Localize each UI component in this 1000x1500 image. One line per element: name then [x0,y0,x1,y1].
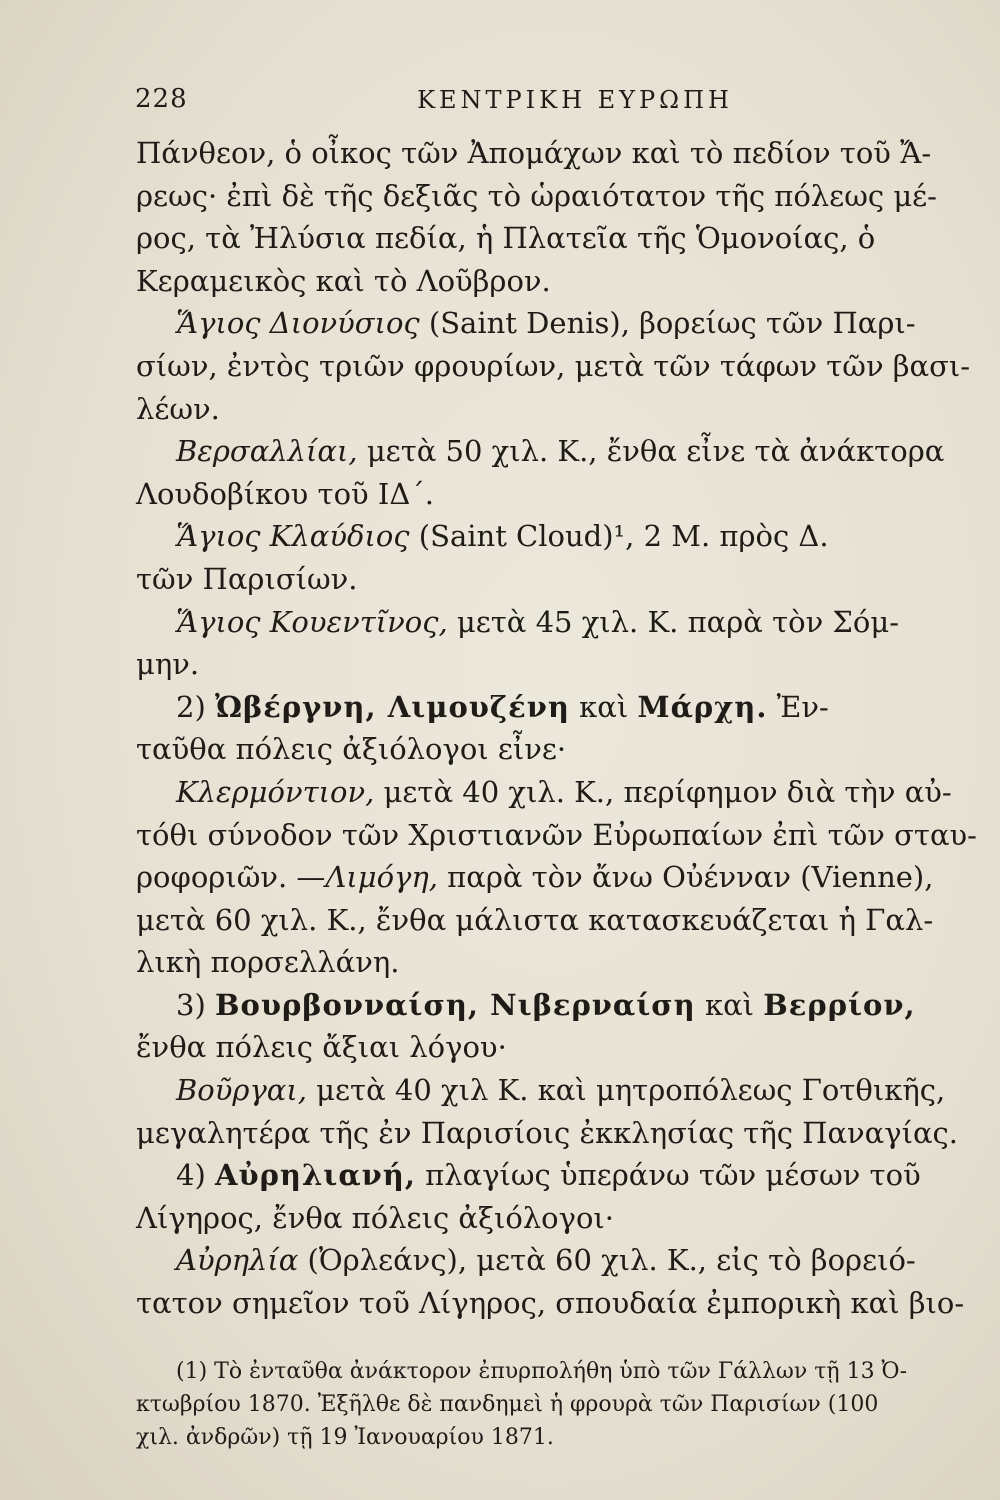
footnote-line: κτωβρίου 1870. Ἐξῆλθε δὲ πανδημεὶ ἡ φρουρὰ τῶν Παρισίων (100 [136,1392,879,1417]
text-line: τῶν Παρισίων. [136,561,358,596]
section-2-heading: 2) Ὠβέργνη, Λιμουζένη καὶ Μάρχη. Ἐν- [176,689,829,724]
section-4-heading: 4) Αὐρηλιανή, πλαγίως ὑπεράνω τῶν μέσων τοῦ [176,1158,921,1193]
text-line: Πάνθεον, ὁ οἶκος τῶν Ἀπομάχων καὶ τὸ πεδίον τοῦ Ἄ- [136,136,932,170]
entry-saint-cloud: Ἅγιος Κλαύδιος (Saint Cloud)¹, 2 Μ. πρὸς Δ. [176,519,829,554]
entry-saint-quentin: Ἅγιος Κουεντῖνος, μετὰ 45 χιλ. Κ. παρὰ τὸν Σόμ- [176,604,900,639]
section-3-heading: 3) Βουρβονναίση, Νιβερναίση καὶ Βερρίον, [176,987,916,1022]
text-line: σίων, ἐντὸς τριῶν φρουρίων, μετὰ τῶν τάφων τῶν βασι- [136,348,971,383]
text-line: ταῦθα πόλεις ἀξιόλογοι εἶνε· [136,732,567,767]
text-line: Λουδοβίκου τοῦ ΙΔ΄. [136,476,434,511]
footnote-line: χιλ. ἀνδρῶν) τῇ 19 Ἰανουαρίου 1871. [136,1425,554,1450]
text-line: Κεραμεικὸς καὶ τὸ Λοῦβρον. [136,263,551,298]
text-line: μετὰ 60 χιλ. Κ., ἔνθα μάλιστα κατασκευάζεται ἡ Γαλ- [136,902,934,937]
entry-saint-denis: Ἅγιος Διονύσιος (Saint Denis), βορείως τῶν Παρι- [176,306,916,341]
entry-bourges: Βοῦργαι, μετὰ 40 χιλ Κ. καὶ μητροπόλεως Γοτθικῆς, [176,1073,946,1108]
entry-orleans: Αὐρηλία (Ὀρλεάνς), μετὰ 60 χιλ. Κ., εἰς τὸ βορειό- [176,1243,916,1278]
footnote [136,1355,936,1454]
footnote-line: (1) Τὸ ἐνταῦθα ἀνάκτορον ἐπυρπολήθη ὑπὸ τῶν Γάλλων τῇ 13 Ὀ- [176,1359,908,1384]
text-line: ἔνθα πόλεις ἄξιαι λόγου· [136,1030,507,1065]
entry-limoges: ροφοριῶν. —Λιμόγη, παρὰ τὸν ἄνω Οὐένναν (Vienne), [136,860,934,895]
body-text [136,132,977,1325]
text-line: τατον σημεῖον τοῦ Λίγηρος, σπουδαία ἐμπορικὴ καὶ βιο- [136,1286,965,1321]
text-line: μην. [136,647,200,682]
text-line: λέων. [136,391,220,426]
entry-versailles: Βερσαλλίαι, μετὰ 50 χιλ. Κ., ἔνθα εἶνε τὰ ἀνάκτορα [176,434,945,469]
text-line: λικὴ πορσελλάνη. [136,945,400,980]
page-header [135,84,935,124]
text-line: ρος, τὰ Ἠλύσια πεδία, ἡ Πλατεῖα τῆς Ὁμονοίας, ὁ [136,221,876,256]
text-line: τόθι σύνοδον τῶν Χριστιανῶν Εὐρωπαίων ἐπὶ τῶν σταυ- [136,817,977,852]
text-line: μεγαλητέρα τῆς ἐν Παρισίοις ἐκκλησίας τῆς Παναγίας. [136,1115,958,1150]
entry-clermont: Κλερμόντιον, μετὰ 40 χιλ. Κ., περίφημον διὰ τὴν αὐ- [176,774,952,809]
text-line: ρεως· ἐπὶ δὲ τῆς δεξιᾶς τὸ ὡραιότατον τῆς πόλεως μέ- [136,178,937,213]
running-title: ΚΕΝΤΡΙΚΗ ΕΥΡΩΠΗ [417,86,733,114]
text-line: Λίγηρος, ἔνθα πόλεις ἀξιόλογοι· [136,1200,615,1235]
page-number: 228 [135,84,188,114]
